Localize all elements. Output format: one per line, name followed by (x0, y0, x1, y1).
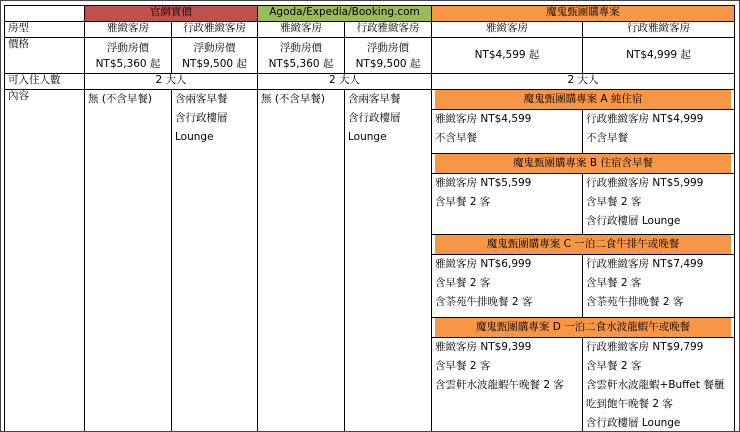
header-row (5, 6, 735, 22)
plan-d-title: 魔鬼甄團購專案 D 一泊二食水波龍蝦午或晚餐 (435, 318, 731, 337)
occupancy-row (5, 74, 735, 90)
header-official: 官網實價 (85, 6, 258, 22)
content-row (5, 90, 735, 110)
room-type-row (5, 22, 735, 38)
plan-c-header (432, 235, 735, 255)
price-value: NT$5,360 起 (268, 58, 334, 70)
plan-line: 含早餐 2 客 (586, 277, 642, 289)
plan-d-exec (583, 338, 735, 432)
header-ota: Agoda/Expedia/Booking.com (258, 6, 432, 22)
plan-a-elegant (432, 110, 583, 154)
plan-b-exec (583, 174, 735, 235)
official-occupancy: 2 大人 (85, 74, 258, 90)
ota-elegant-content (258, 90, 345, 432)
comparison-table (4, 5, 735, 432)
plan-a-exec (583, 110, 735, 154)
corner-cell (5, 6, 85, 22)
plan-b-elegant (432, 174, 583, 235)
plan-line: 含早餐 2 客 (586, 360, 642, 372)
plan-line: 含行政樓層 Lounge (586, 215, 681, 227)
plan-b-title: 魔鬼甄團購專案 B 住宿含早餐 (435, 154, 731, 173)
plan-line: 含雲軒水波龍蝦午晚餐 2 客 (435, 379, 564, 391)
plan-a-title: 魔鬼甄團購專案 A 純住宿 (435, 90, 731, 109)
mogui-exec-price: NT$4,999 起 (583, 38, 735, 74)
plan-line: 含早餐 2 客 (435, 196, 491, 208)
content-line: Lounge (175, 131, 214, 143)
plan-d-header (432, 318, 735, 338)
price-row (5, 38, 735, 74)
plan-line: 含早餐 2 客 (435, 360, 491, 372)
plan-c-exec (583, 255, 735, 318)
price-type: 浮動房價 (280, 42, 322, 54)
plan-c-elegant (432, 255, 583, 318)
content-line: 無 (不含早餐) (261, 93, 326, 105)
price-label: 價格 (5, 38, 85, 74)
plan-line: 含荼苑牛排晚餐 2 客 (435, 296, 533, 308)
ota-elegant-room: 雅緻客房 (258, 22, 345, 38)
plan-b-header (432, 154, 735, 174)
plan-line: 含早餐 2 客 (435, 277, 491, 289)
plan-line: 含行政樓層 Lounge (586, 417, 681, 429)
official-exec-room: 行政雅緻客房 (172, 22, 258, 38)
plan-a-header (432, 90, 735, 110)
mogui-occupancy: 2 大人 (432, 74, 735, 90)
price-type: 浮動房價 (193, 42, 236, 54)
content-line: 無 (不含早餐) (88, 93, 153, 105)
plan-line: 含雲軒水波龍蝦+Buffet 餐櫃 (586, 379, 725, 391)
occupancy-label: 可入住人數 (5, 74, 85, 90)
plan-line: 不含早餐 (586, 132, 629, 144)
plan-line: 行政雅緻客房 NT$5,999 (586, 177, 704, 189)
plan-line: 雅緻客房 NT$5,599 (435, 177, 532, 189)
official-exec-price (172, 38, 258, 74)
plan-line: 不含早餐 (435, 132, 478, 144)
official-elegant-content (85, 90, 172, 432)
ota-exec-room: 行政雅緻客房 (345, 22, 432, 38)
ota-occupancy: 2 大人 (258, 74, 432, 90)
content-line: 含兩客早餐 (175, 93, 228, 105)
plan-d-elegant (432, 338, 583, 432)
content-line: 含行政樓層 (175, 112, 228, 124)
price-type: 浮動房價 (107, 42, 149, 54)
official-elegant-room: 雅緻客房 (85, 22, 172, 38)
content-line: Lounge (348, 131, 387, 143)
ota-exec-price (345, 38, 432, 74)
mogui-elegant-room: 雅緻客房 (432, 22, 583, 38)
content-line: 含行政樓層 (348, 112, 401, 124)
plan-line: 雅緻客房 NT$6,999 (435, 258, 532, 270)
official-elegant-price (85, 38, 172, 74)
plan-line: 行政雅緻客房 NT$7,499 (586, 258, 704, 270)
plan-line: 行政雅緻客房 NT$9,799 (586, 341, 704, 353)
content-label: 內容 (5, 90, 85, 432)
plan-line: 雅緻客房 NT$4,599 (435, 113, 532, 125)
ota-exec-content (345, 90, 432, 432)
official-exec-content (172, 90, 258, 432)
ota-elegant-price (258, 38, 345, 74)
price-type: 浮動房價 (367, 42, 409, 54)
price-value: NT$9,500 起 (355, 58, 421, 70)
room-type-label: 房型 (5, 22, 85, 38)
mogui-exec-room: 行政雅緻客房 (583, 22, 735, 38)
header-mogui: 魔鬼甄團購專案 (432, 6, 735, 22)
price-value: NT$9,500 起 (182, 58, 247, 70)
price-value: NT$5,360 起 (95, 58, 161, 70)
plan-line: 雅緻客房 NT$9,399 (435, 341, 532, 353)
plan-line: 行政雅緻客房 NT$4,999 (586, 113, 704, 125)
plan-line: 含早餐 2 客 (586, 196, 642, 208)
plan-c-title: 魔鬼甄團購專案 C 一泊二食牛排午或晚餐 (435, 235, 731, 254)
content-line: 含兩客早餐 (348, 93, 401, 105)
mogui-elegant-price: NT$4,599 起 (432, 38, 583, 74)
plan-line: 含荼苑牛排晚餐 2 客 (586, 296, 684, 308)
plan-line: 吃到飽午晚餐 2 客 (586, 398, 673, 410)
